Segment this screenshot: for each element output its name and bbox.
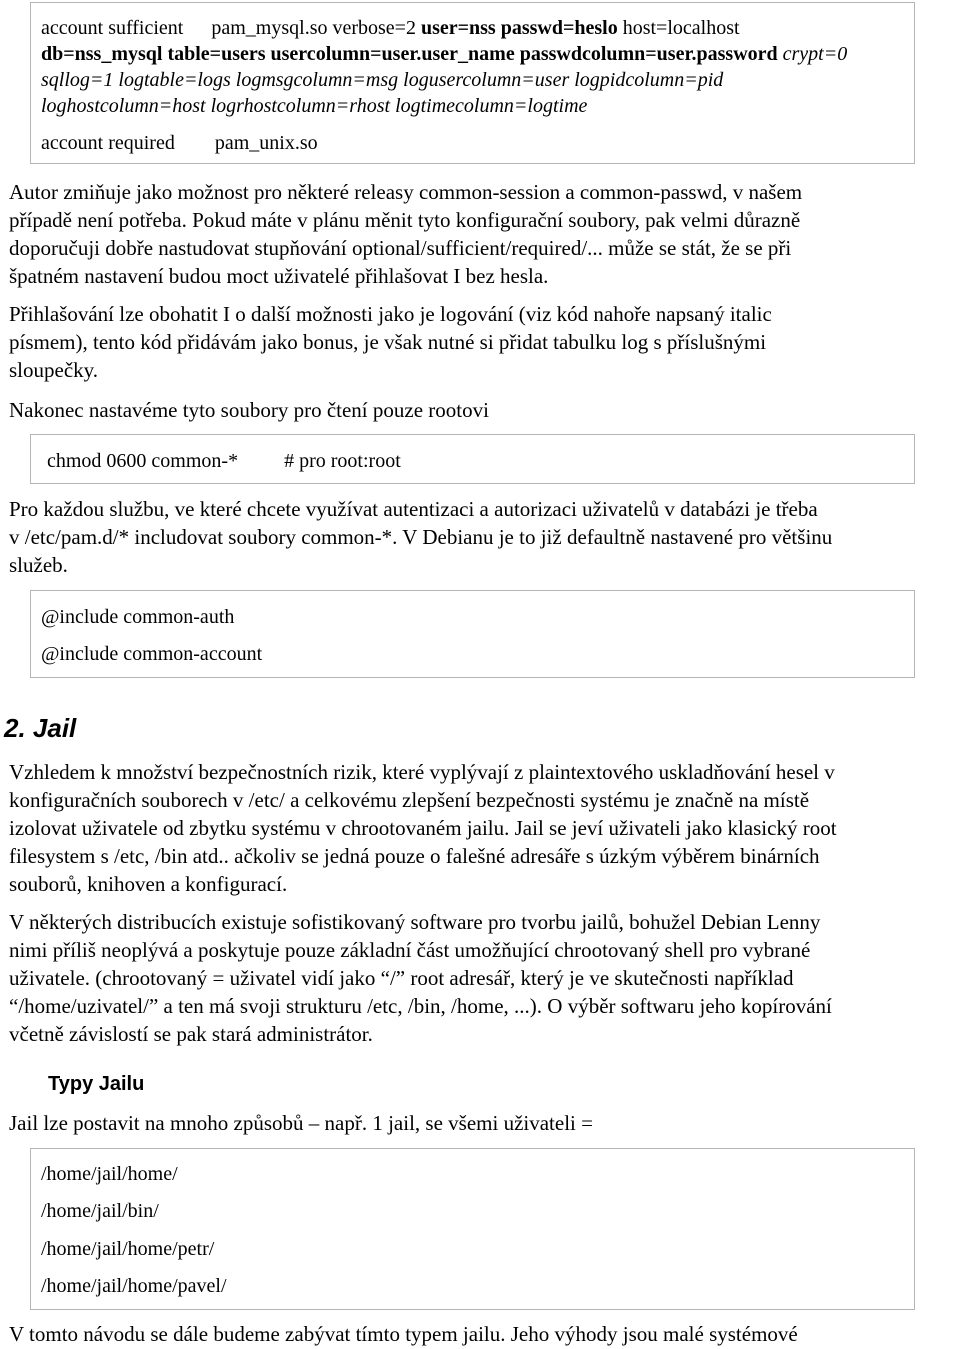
jail-path: /home/jail/home/petr/ <box>41 1238 215 1260</box>
pam-line-3: sqllog=1 logtable=logs logmsgcolumn=msg logusercolumn=user logpidcolumn=pid <box>41 69 724 91</box>
pam-line-2 <box>41 40 847 68</box>
jail-path: /home/jail/bin/ <box>41 1200 159 1222</box>
pam-credentials: user=nss passwd=heslo <box>420 17 618 39</box>
paragraph-jail-guide: V tomto návodu se dále budeme zabývat tímto typem jailu. Jeho výhody jsou malé systémové <box>9 1322 798 1346</box>
paragraph-jail-intro: Vzhledem k množství bezpečnostních rizik, které vyplývají z plaintextového uskladňování hesel v konfiguračních souborech v /etc/ a celkovému zlepšení bezpečnosti systému je značně na místě izolovat uživatele od zbytku systému v chrootovaném jailu. Jail se jeví uživateli jako klasický root filesystem s /etc, /bin atd.. ačkoliv se jedná pouze o falešné adresáře s úzkým výběrem binárních souborů, knihoven a konfigurací. <box>9 760 837 896</box>
paragraph-include: Pro každou službu, ve které chcete využívat autentizaci a autorizaci uživatelů v databázi je třeba v /etc/pam.d/* includovat soubory common-*. V Debianu je to již defaultně nastavené pro většinu služeb. <box>9 497 833 577</box>
pam-module: pam_mysql.so verbose=2 <box>211 17 416 39</box>
jail-path: /home/jail/home/pavel/ <box>41 1275 227 1297</box>
paragraph-logging: Přihlašování lze obohatit I o další možnosti jako je logování (viz kód nahoře napsaný italic písmem), tento kód přidávám jako bonus, je však nutné si přidat tabulku log s příslušnými sloupečky. <box>9 302 772 382</box>
include-line: @include common-account <box>41 643 263 665</box>
pam-module: pam_unix.so <box>214 132 318 154</box>
paragraph-releases: Autor zmiňuje jako možnost pro některé releasy common-session a common-passwd, v našem případě není potřeba. Pokud máte v plánu měnit tyto konfigurační soubory, pak velmi důrazně doporučuji dobře nastudovat stupňování optional/sufficient/required/... může se stát, že se při špatném nastavení budou moct uživatelé přihlašovat I bez hesla. <box>9 180 803 288</box>
pam-line-1 <box>41 14 740 42</box>
chmod-box <box>30 434 915 484</box>
chmod-line <box>47 447 401 475</box>
jail-paths-box <box>30 1148 915 1310</box>
paragraph-permissions: Nakonec nastavéme tyto soubory pro čtení pouze rootovi <box>9 398 489 422</box>
pam-config-box <box>30 2 915 164</box>
pam-type-label: account sufficient <box>41 17 184 39</box>
jail-path: /home/jail/home/ <box>41 1163 178 1185</box>
pam-type-label: account required <box>41 132 175 154</box>
chmod-comment: # pro root:root <box>284 450 401 472</box>
pam-host: host=localhost <box>622 17 740 39</box>
include-box <box>30 590 915 678</box>
pam-line-4: loghostcolumn=host logrhostcolumn=rhost logtimecolumn=logtime <box>41 95 588 117</box>
pam-db-config: db=nss_mysql table=users usercolumn=user.user_name passwdcolumn=user.password <box>41 43 778 65</box>
paragraph-jail-software: V některých distribucích existuje sofistikovaný software pro tvorbu jailů, bohužel Debian Lenny nimi příliš neoplývá a poskytuje pouze základní část umožňující chrootovaný shell pro vybrané uživatele. (chrootovaný = uživatel vidí jako “/” root adresář, který je ve skutečnosti například “/home/uzivatel/” a ten má svoji strukturu /etc, /bin, /home, ...). O výběr softwaru jeho kopírování včetně závislostí se pak stará administrátor. <box>9 910 832 1046</box>
section-heading-jail: 2. Jail <box>4 713 77 743</box>
subheading-jail-types: Typy Jailu <box>48 1073 145 1095</box>
paragraph-jail-types: Jail lze postavit na mnoho způsobů – např. 1 jail, se všemi uživateli = <box>9 1111 593 1135</box>
include-line: @include common-auth <box>41 606 235 628</box>
chmod-command: chmod 0600 common-* <box>47 450 239 472</box>
pam-line-5 <box>41 129 318 157</box>
pam-crypt: crypt=0 <box>782 43 848 65</box>
